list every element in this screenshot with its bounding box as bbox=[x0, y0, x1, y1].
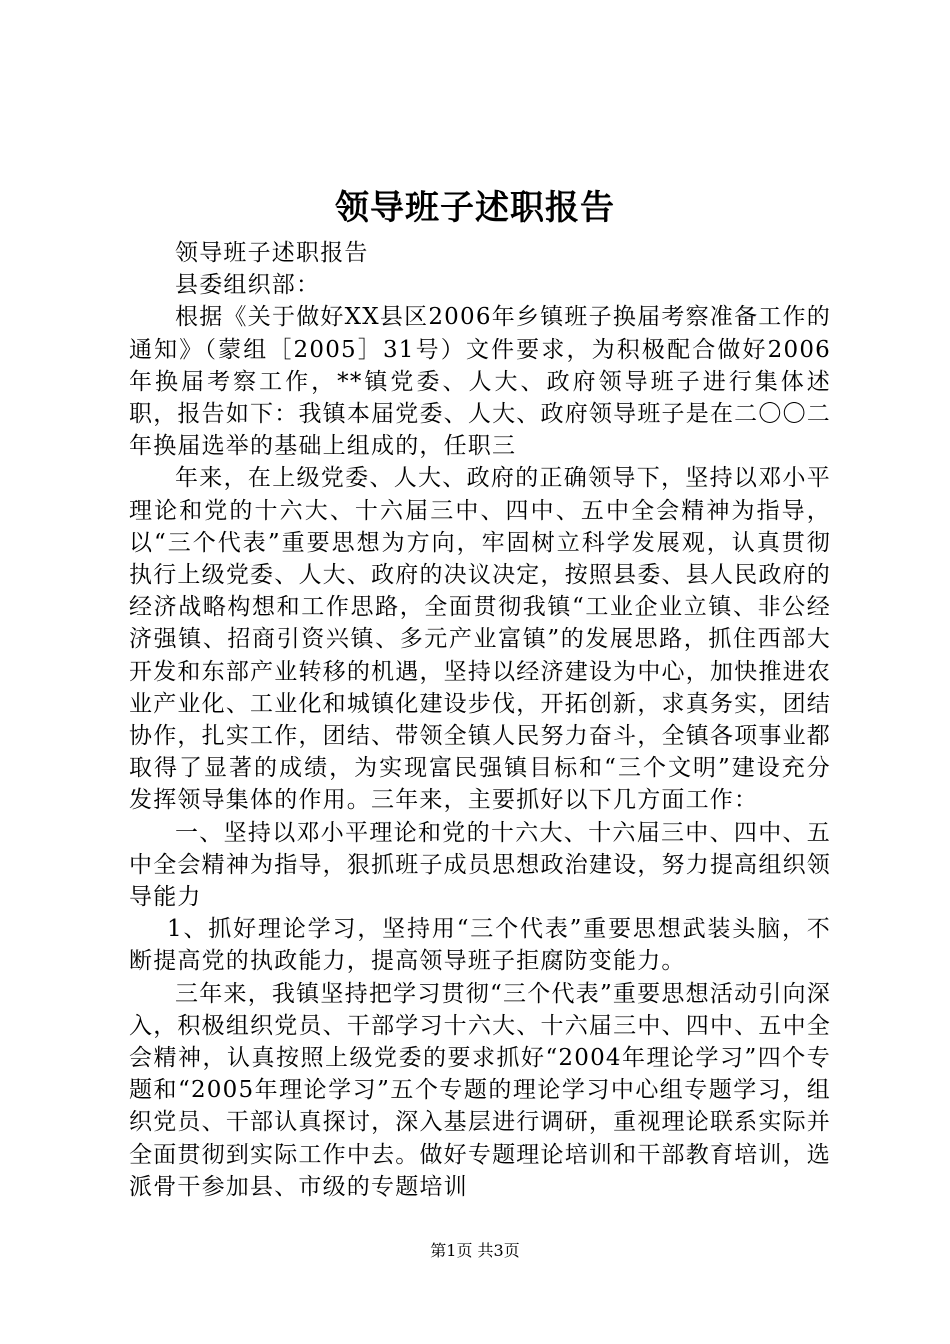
page-footer: 第1页 共3页 bbox=[430, 1241, 520, 1260]
document-title: 领导班子述职报告 bbox=[335, 188, 615, 228]
document-body bbox=[129, 237, 831, 1203]
paragraph-addressee: 县委组织部： bbox=[175, 272, 321, 299]
paragraph-subsection-one: 1、抓好理论学习，坚持用“三个代表”重要思想武装头脑，不断提高党的执政能力，提高领导班子拒腐防变能力。 bbox=[129, 916, 831, 975]
paragraph-overview: 年来，在上级党委、人大、政府的正确领导下，坚持以邓小平理论和党的十六大、十六届三中、四中、五中全会精神为指导，以“三个代表”重要思想为方向，牢固树立科学发展观，认真贯彻执行上级党委、人大、政府的决议决定，按照县委、县人民政府的经济战略构想和工作思路，全面贯彻我镇“工业企业立镇、非公经济强镇、招商引资兴镇、多元产业富镇”的发展思路，抓住西部大开发和东部产业转移的机遇，坚持以经济建设为中心，加快推进农业产业化、工业化和城镇化建设步伐，开拓创新，求真务实，团结协作，扎实工作，团结、带领全镇人民努力奋斗，全镇各项事业都取得了显著的成绩，为实现富民强镇目标和“三个文明”建设充分发挥领导集体的作用。三年来，主要抓好以下几方面工作： bbox=[129, 465, 831, 814]
paragraph-study: 三年来，我镇坚持把学习贯彻“三个代表”重要思想活动引向深入，积极组织党员、干部学习十六大、十六届三中、四中、五中全会精神，认真按照上级党委的要求抓好“2004年理论学习”四个专题和“2005年理论学习”五个专题的理论学习中心组专题学习，组织党员、干部认真探讨，深入基层进行调研，重视理论联系实际并全面贯彻到实际工作中去。做好专题理论培训和干部教育培训，选派骨干参加县、市级的专题培训 bbox=[129, 980, 831, 1200]
paragraph-intro: 根据《关于做好XX县区2006年乡镇班子换届考察准备工作的通知》（蒙组［2005］31号）文件要求，为积极配合做好2006年换届考察工作，**镇党委、人大、政府领导班子进行集体述职，报告如下：我镇本届党委、人大、政府领导班子是在二〇〇二年换届选举的基础上组成的，任职三 bbox=[129, 304, 831, 460]
paragraph-section-one: 一、坚持以邓小平理论和党的十六大、十六届三中、四中、五中全会精神为指导，狠抓班子成员思想政治建设，努力提高组织领导能力 bbox=[129, 819, 831, 911]
paragraph-heading: 领导班子述职报告 bbox=[175, 240, 369, 266]
